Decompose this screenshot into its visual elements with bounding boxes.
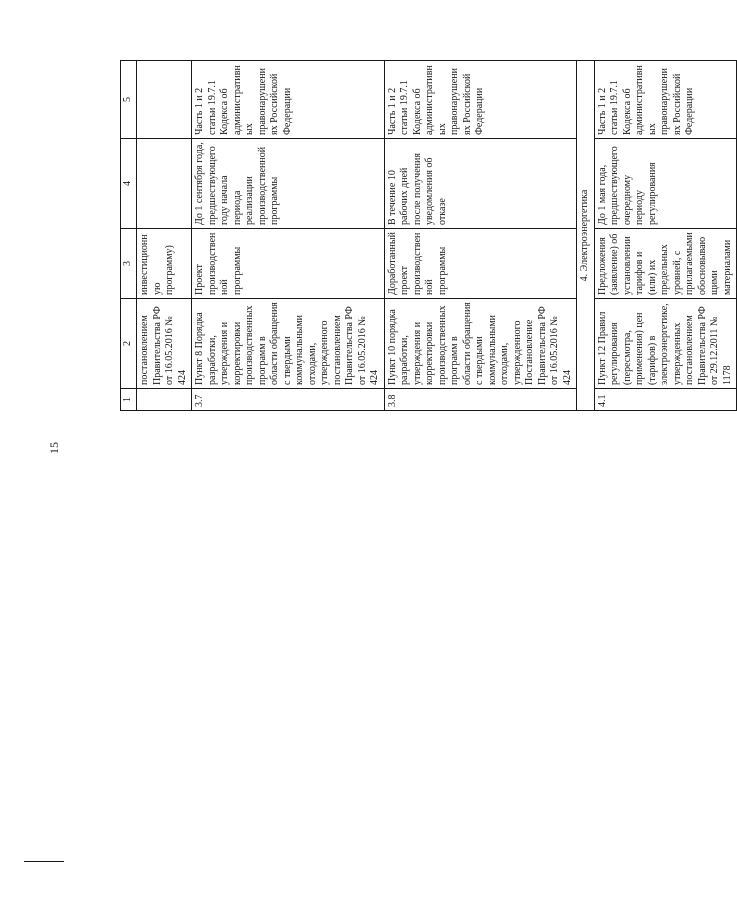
header-col-1: 1 xyxy=(121,389,137,411)
table-row xyxy=(384,61,577,411)
table-row-continuation xyxy=(137,61,192,411)
submitted-document: Проект производственной программы xyxy=(192,229,385,299)
table-header-row xyxy=(121,61,137,411)
deadline xyxy=(137,139,192,229)
page-number: 15 xyxy=(47,442,61,454)
table-row xyxy=(594,61,737,411)
row-number: 4.1 xyxy=(594,389,737,411)
submitted-document: Доработанный проект производственной программы xyxy=(384,229,577,299)
header-col-3: 3 xyxy=(121,229,137,299)
legal-basis: постановлением Правительства РФ от 16.05.2016 № 424 xyxy=(137,299,192,389)
liability: Часть 1 и 2 статьи 19.7.1 Кодекса об административных правонарушениях Российской Федерации xyxy=(192,61,385,139)
submitted-document: Предложения (заявление) об установлении тарифов и (или) их предельных уровней, с прилагаемыми обосновывающими материалами xyxy=(594,229,737,299)
deadline: До 1 сентября года, предшествующего году начала периода реализации производственной программы xyxy=(192,139,385,229)
legal-basis: Пункт 10 порядка разработки, утверждения и корректировки производственных программ в области обращения с твердыми коммунальными отходами, утвержденного Постановление Правительства РФ от 16.05.2016 № 424 xyxy=(384,299,577,389)
legal-basis: Пункт 12 Правил регулирования (пересмотра, применения) цен (тарифов) в электроэнергетике, утвержденных постановлением Правительства РФ от 29.12.2011 № 1178 xyxy=(594,299,737,389)
header-col-2: 2 xyxy=(121,299,137,389)
deadline: В течение 10 рабочих дней после получения уведомления об отказе xyxy=(384,139,577,229)
submitted-document: инвестиционную программу) xyxy=(137,229,192,299)
deadline: До 1 мая года, предшествующего очередному периоду регулирования xyxy=(594,139,737,229)
row-number: 3.8 xyxy=(384,389,577,411)
header-col-4: 4 xyxy=(121,139,137,229)
footnote-rule xyxy=(24,861,64,862)
liability: Часть 1 и 2 статьи 19.7.1 Кодекса об административных правонарушениях Российской Федерации xyxy=(384,61,577,139)
liability: Часть 1 и 2 статьи 19.7.1 Кодекса об административных правонарушениях Российской Федерации xyxy=(594,61,737,139)
header-col-5: 5 xyxy=(121,61,137,139)
legal-basis: Пункт 8 Порядка разработки, утверждения и корректировки производственных программ в области обращения с твердыми коммунальными отходами, утвержденного постановлением Правительства РФ от 16.05.2016 № 424 xyxy=(192,299,385,389)
table-rotated-wrapper xyxy=(120,61,733,411)
section-heading-row xyxy=(577,61,595,411)
liability xyxy=(137,61,192,139)
requirements-table xyxy=(120,60,737,411)
table-row xyxy=(192,61,385,411)
section-heading: 4. Электроэнергетика xyxy=(577,61,595,411)
row-number xyxy=(137,389,192,411)
row-number: 3.7 xyxy=(192,389,385,411)
